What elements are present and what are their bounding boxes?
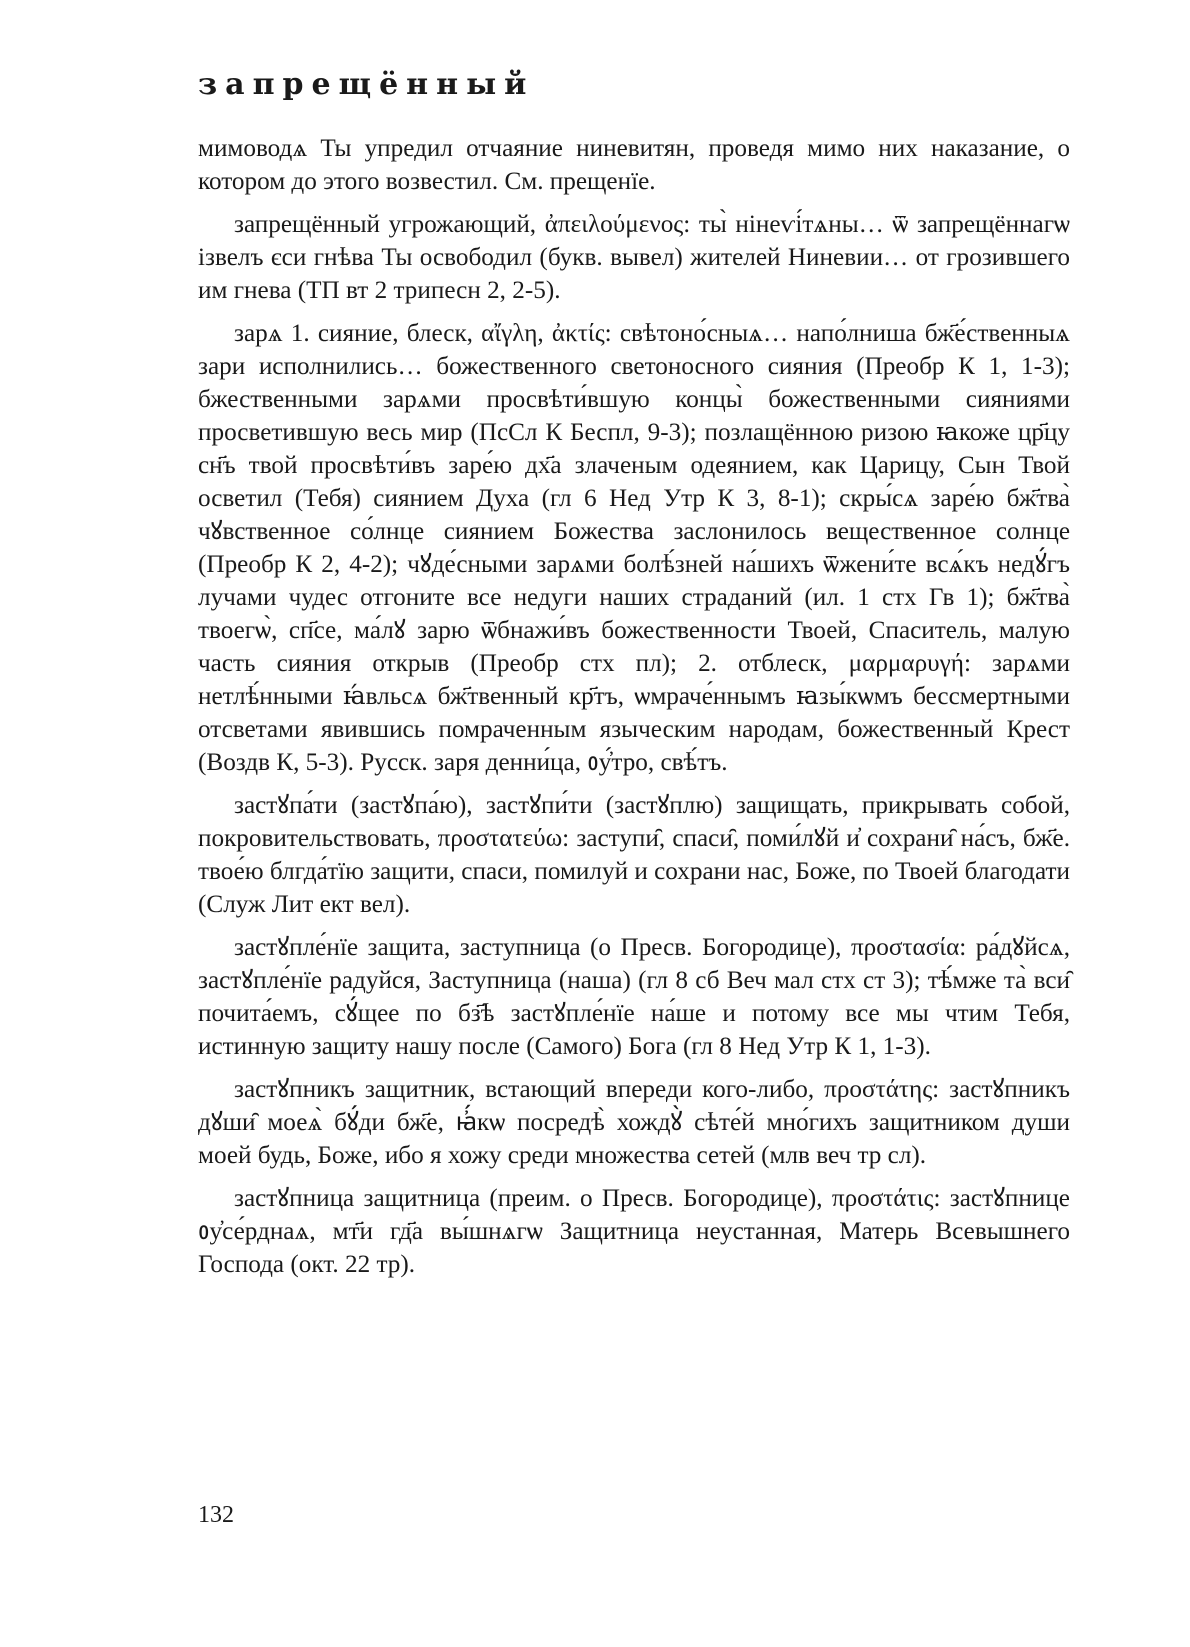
page-number: 132 (198, 1502, 234, 1528)
entry-zapreshchennyi: запрещённый угрожающий, ἀπειλούμενος: ты̀ нінеѵі́тѧны… ѿ запрещённагѡ ізвелъ єси гнѣва Ты освободил (букв. вывел) жителей Ниневии… от грозившего им гнева (ТП вт 2 трипесн 2, 2-5). (198, 211, 1070, 304)
dictionary-page (198, 67, 1071, 1630)
entries-column (198, 132, 1070, 1291)
entry-zastuplenie: застꙋпле́нїе защита, заступница (о Пресв. Богородице), προστασία: ра́дꙋйсѧ, застꙋпле́нїе радуйся, Заступница (наша) (гл 8 сб Веч мал стх ст 3); тѣ́мже та̀ вси̑ почита́емъ, сꙋ́щее по бз҃ѣ застꙋпле́нїе на́ше и потому все мы чтим Тебя, истинную защиту нашу после (Самого) Бога (гл 8 Нед Утр К 1, 1-3). (198, 934, 1070, 1060)
entry-continuation: мимоводѧ Ты упредил отчаяние ниневитян, проведя мимо них наказание, о котором до этого возвестил. См. прещенїе. (198, 135, 1070, 195)
entry-zarya: зарѧ 1. сияние, блеск, αἴγλη, ἀκτίς: свѣтоно́сныѧ… напо́лниша бж҃е́ственныѧ зари исполнились… божественного светоносного сияния (Преобр К 1, 1-3); бжественными зарѧми просвѣти́вшую концы̀ божественными сияниями просветившую весь мир (ПсСл К Беспл, 9-3); позлащённою ризою ꙗкоже цр҃цу сн҃ъ твой просвѣти́въ заре́ю дх҃а злаченым одеянием, как Царицу, Сын Твой осветил (Тебя) сиянием Духа (гл 6 Нед Утр К 3, 8-1); скры́сѧ заре́ю бж҃тва̀ чꙋвственное со́лнце сиянием Божества заслонилось вещественное солнце (Преобр К 2, 4-2); чꙋде́сными зарѧми болѣ́зней на́шихъ ѿжени́те всѧ́къ недꙋ́гъ лучами чудес отгоните все недуги наших страданий (ил. 1 стх Гв 1); бж҃тва̀ твоегѡ̀, сп҃се, ма́лꙋ зарю ѿбнажи́въ божественности Твоей, Спаситель, малую часть сияния открыв (Преобр стх пл); 2. отблеск, μαρμαρυγή: зарѧми нетлѣ́нными ꙗ́вльсѧ бж҃твенный кр҃тъ, ѡмраче́ннымъ ꙗзы́кѡмъ бессмертными отсветами явившись помраченным языческим народам, божественный Крест (Воздв К, 5-3). Русск. заря денни́ца, ᲂу҆́тро, свѣ́тъ. (198, 320, 1070, 776)
running-head: запрещённый (198, 67, 535, 102)
entry-zastupnitsa: застꙋпница защитница (преим. о Пресв. Богородице), προστάτις: застꙋпнице ᲂу҆се́рднаѧ, мт҃и гд҃а вы́шнѧгѡ Защитница неустанная, Матерь Всевышнего Господа (окт. 22 тр). (198, 1185, 1070, 1278)
entry-zastupati: застꙋпа́ти (застꙋпа́ю), застꙋпи́ти (застꙋплю) защищать, прикрывать собой, покровительствовать, προστατεύω: заступи̑, спаси̑, поми́лꙋй и҆ сохрани̑ на́съ, бж҃е. твое́ю блгда́тїю защити, спаси, помилуй и сохрани нас, Боже, по Твоей благодати (Служ Лит ект вел). (198, 792, 1071, 918)
entry-zastupnik: застꙋпникъ защитник, встающий впереди кого-либо, προστάτης: застꙋпникъ дꙋши̑ моеѧ̀ бꙋ́ди бж҃е, ꙗ҆́кѡ посредѣ̀ хождꙋ̀ сѣте́й мно́гихъ защитником души моей будь, Боже, ибо я хожу среди множества сетей (млв веч тр сл). (198, 1076, 1070, 1169)
